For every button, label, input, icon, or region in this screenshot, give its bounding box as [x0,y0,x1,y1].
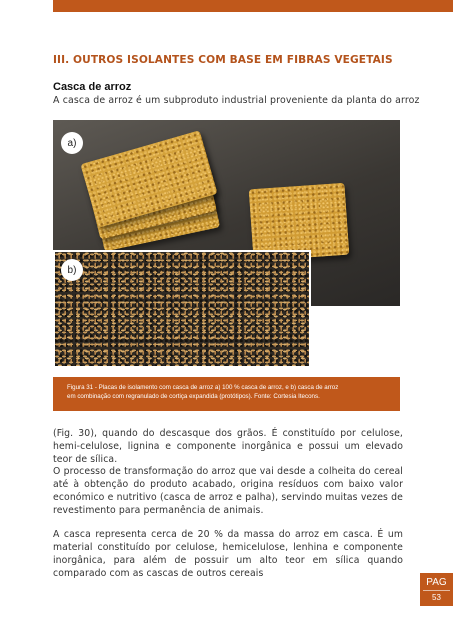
photo-rice-husk-cork-panel [53,250,311,368]
paragraph-2: O processo de transformação do arroz que vai desde a colheita do cereal até à obtenção do produto acabado, origina resíduos com baixo valor económico e nutritivo (casca de arroz e palha), servindo muitas vezes de revestimento para permanência de animais. [53,466,403,516]
paragraph-3: A casca representa cerca de 20 % da massa do arroz em casca. É um material constituído por celulose, hemicelulose, lenhina e componente inorgânica, para além de possuir um alto teor em sílica quando comparado com as cascas de outros cereais [53,529,403,579]
section-heading: III. OUTROS ISOLANTES COM BASE EM FIBRAS VEGETAIS [53,54,393,66]
paragraph-1: (Fig. 30), quando do descasque dos grãos. É constituído por celulose, hemi-celulose, lignina e componente inorgânica e possui um elevado teor de sílica. [53,428,403,465]
label-a: a) [61,132,83,154]
intro-text: A casca de arroz é um subproduto industrial proveniente da planta do arroz [53,95,420,106]
caption-line-1: Figura 31 - Placas de isolamento com casca de arroz a) 100 % casca de arroz, e b) casca de arroz [67,384,339,391]
top-accent-bar [53,0,453,12]
page-number: 53 [432,593,441,602]
figure-caption [53,377,400,411]
caption-line-2: em combinação com regranulado de cortiça expandida (protótipos). Fonte: Cortesia Itecons. [67,393,320,400]
page-label: PAG [423,573,450,591]
label-b: b) [61,259,83,281]
subheading: Casca de arroz [53,81,132,93]
page-number-badge [420,573,453,606]
figure [53,120,401,412]
